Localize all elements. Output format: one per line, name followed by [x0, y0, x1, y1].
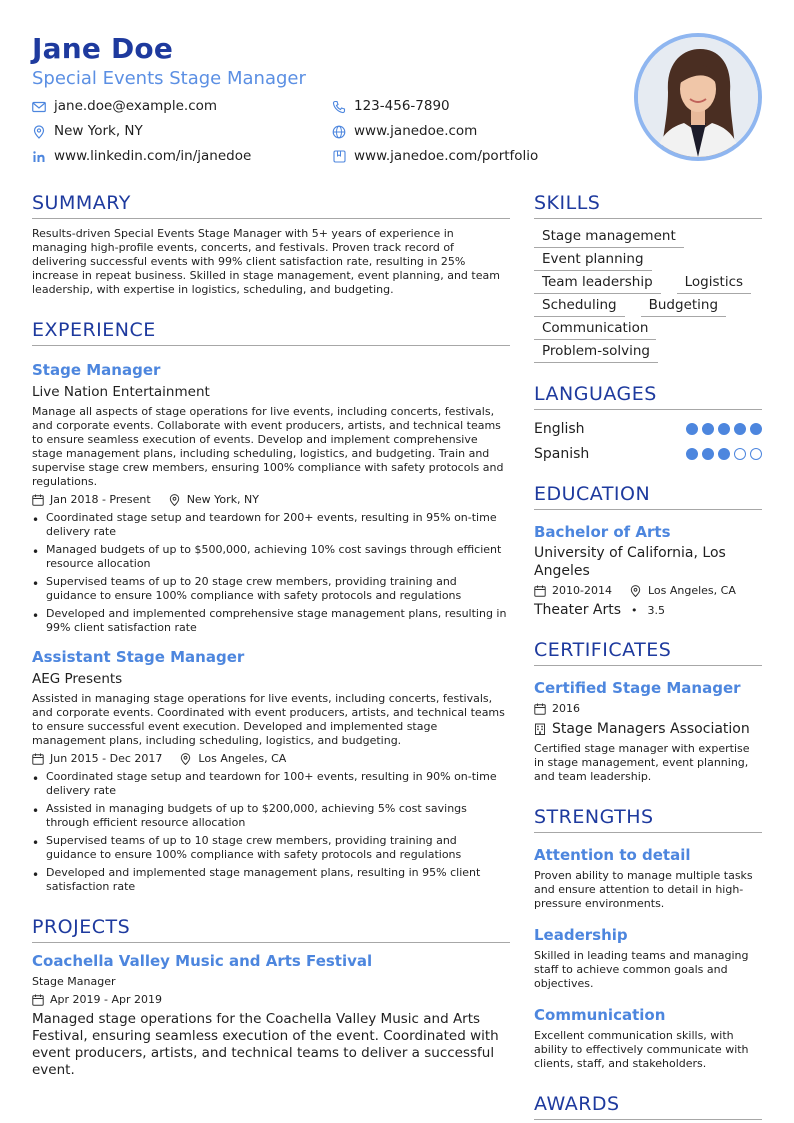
- school-name: University of California, Los Angeles: [534, 545, 726, 579]
- project-title: Coachella Valley Music and Arts Festival: [32, 952, 373, 970]
- level-dot-filled: [718, 448, 730, 460]
- job-dates: Jan 2018 - Present: [50, 493, 151, 506]
- skill-tag: Problem-solving: [534, 342, 658, 363]
- skill-tag: Scheduling: [534, 296, 625, 317]
- job-description: Manage all aspects of stage operations for live events, including concerts, festivals, and corporate events. Collaborate with event producers, artists, and technical teams to ensure seamless execution of events. Develop and implement comprehensive stage management plans, including scheduling, logistics, and budgeting. Train and supervise stage crew members, ensuring 100% compliance with safety protocols and regulations.: [32, 405, 504, 488]
- certificate-issuer-row: [534, 720, 762, 738]
- location-pin-icon: [180, 753, 192, 765]
- resume-header: [32, 32, 592, 167]
- skill-tag: Budgeting: [641, 296, 726, 317]
- strength-text: Skilled in leading teams and managing staff to achieve common goals and objectives.: [534, 949, 749, 990]
- strength-title: Attention to detail: [534, 846, 691, 864]
- project-item: [32, 951, 510, 1079]
- level-dot-filled: [750, 423, 762, 435]
- job-title: Stage Manager: [32, 361, 161, 379]
- project-meta: [32, 991, 510, 1009]
- email-text: jane.doe@example.com: [54, 98, 218, 114]
- project-role: Stage Manager: [32, 975, 116, 988]
- email-icon: [32, 100, 46, 114]
- skill-tag: Communication: [534, 319, 656, 340]
- level-dot-empty: [734, 448, 746, 460]
- skills-heading: SKILLS: [534, 190, 762, 219]
- job-company: AEG Presents: [32, 671, 123, 687]
- location-text: New York, NY: [54, 123, 143, 139]
- level-dot-filled: [702, 448, 714, 460]
- calendar-icon: [534, 585, 546, 597]
- job-location: Los Angeles, CA: [198, 752, 287, 765]
- strength-item: [534, 925, 762, 991]
- profile-photo: [634, 33, 762, 161]
- linkedin-text: www.linkedin.com/in/janedoe: [54, 148, 252, 164]
- left-column: [32, 190, 510, 1079]
- strength-text: Proven ability to manage multiple tasks and ensure attention to detail in high-pressure environments.: [534, 869, 753, 910]
- skill-tag: Logistics: [677, 273, 751, 294]
- job-bullet: • Coordinated stage setup and teardown for 100+ events, resulting in 90% on-time delivery rate: [32, 770, 510, 798]
- certificate-year: 2016: [552, 702, 580, 715]
- project-description: Managed stage operations for the Coachella Valley Music and Arts Festival, ensuring seamless execution of the event. Coordinated with event producers, artists, and technical teams to deliver a successful event.: [32, 1011, 499, 1078]
- contact-list: [32, 96, 592, 167]
- job-bullet: • Managed budgets of up to $500,000, achieving 10% cost savings through efficient resource allocation: [32, 543, 510, 571]
- certificate-year-row: [534, 700, 762, 718]
- level-dot-filled: [686, 448, 698, 460]
- calendar-icon: [32, 494, 44, 506]
- job-location: New York, NY: [186, 493, 259, 506]
- job-title: Assistant Stage Manager: [32, 648, 245, 666]
- job-bullet: • Developed and implemented stage management plans, resulting in 95% client satisfaction rate: [32, 866, 510, 894]
- globe-icon: [332, 125, 346, 139]
- candidate-title: Special Events Stage Manager: [32, 68, 306, 89]
- contact-linkedin[interactable]: [32, 146, 332, 167]
- experience-heading: EXPERIENCE: [32, 317, 510, 346]
- language-name: English: [534, 421, 585, 437]
- job-bullet: • Assisted in managing budgets of up to $200,000, achieving 5% cost savings through efficient resource allocation: [32, 802, 510, 830]
- contact-portfolio[interactable]: [332, 146, 592, 167]
- building-icon: [534, 723, 546, 735]
- language-level-dots: [686, 448, 762, 460]
- website-text: www.janedoe.com: [354, 123, 478, 139]
- phone-icon: [332, 100, 346, 114]
- gpa-value: 3.5: [647, 603, 666, 617]
- job-bullet: • Coordinated stage setup and teardown for 200+ events, resulting in 95% on-time delivery rate: [32, 511, 510, 539]
- skills-list: [534, 227, 762, 363]
- skill-tag: Event planning: [534, 250, 652, 271]
- bookmark-icon: [332, 150, 346, 164]
- contact-phone[interactable]: [332, 96, 592, 117]
- language-level-dots: [686, 423, 762, 435]
- certificate-issuer: Stage Managers Association: [552, 721, 750, 737]
- contact-email[interactable]: [32, 96, 332, 117]
- job-bullet: • Supervised teams of up to 20 stage crew members, providing training and guidance to ensure 100% compliance with safety protocols and regulations: [32, 575, 510, 603]
- certificates-heading: CERTIFICATES: [534, 637, 762, 666]
- language-name: Spanish: [534, 446, 590, 462]
- field-of-study: Theater Arts: [534, 602, 622, 618]
- level-dot-empty: [750, 448, 762, 460]
- location-pin-icon: [32, 125, 46, 139]
- education-item: [534, 522, 762, 619]
- level-dot-filled: [734, 423, 746, 435]
- location-pin-icon: [169, 494, 181, 506]
- education-dates: 2010-2014: [552, 584, 612, 597]
- certificate-item: [534, 678, 762, 784]
- language-row: [534, 445, 762, 463]
- strength-item: [534, 845, 762, 911]
- job-dates: Jun 2015 - Dec 2017: [50, 752, 163, 765]
- contact-location: [32, 121, 332, 142]
- degree-title: Bachelor of Arts: [534, 523, 671, 541]
- projects-heading: PROJECTS: [32, 914, 510, 943]
- level-dot-filled: [718, 423, 730, 435]
- language-row: [534, 420, 762, 438]
- experience-item: [32, 360, 510, 635]
- strength-title: Communication: [534, 1006, 666, 1024]
- level-dot-filled: [702, 423, 714, 435]
- project-dates: Apr 2019 - Apr 2019: [50, 993, 163, 1006]
- skill-tag: Team leadership: [534, 273, 661, 294]
- level-dot-filled: [686, 423, 698, 435]
- right-column: [534, 190, 762, 1123]
- awards-heading: AWARDS: [534, 1091, 762, 1120]
- job-bullets: [32, 770, 510, 894]
- strength-item: [534, 1005, 762, 1071]
- job-bullet: • Supervised teams of up to 10 stage crew members, providing training and guidance to ensure 100% compliance with safety protocols and regulations: [32, 834, 510, 862]
- contact-website[interactable]: [332, 121, 592, 142]
- calendar-icon: [32, 994, 44, 1006]
- strength-title: Leadership: [534, 926, 628, 944]
- linkedin-icon: [32, 150, 46, 164]
- experience-item: [32, 647, 510, 894]
- job-meta: [32, 491, 510, 509]
- strength-text: Excellent communication skills, with ability to effectively communicate with clients, staff, and stakeholders.: [534, 1029, 749, 1070]
- calendar-icon: [32, 753, 44, 765]
- separator-dot: •: [631, 603, 638, 617]
- skill-tag: Stage management: [534, 227, 684, 248]
- job-description: Assisted in managing stage operations for live events, including concerts, festivals, and corporate events. Coordinated with event producers, artists, and technical teams to ensure successful event execution. Developed and implemented stage management plans, including scheduling, logistics, and budgeting.: [32, 692, 505, 747]
- job-meta: [32, 750, 510, 768]
- candidate-name: Jane Doe: [32, 32, 174, 65]
- portfolio-text: www.janedoe.com/portfolio: [354, 148, 539, 164]
- certificate-description: Certified stage manager with expertise in stage management, event planning, and team leadership.: [534, 742, 750, 783]
- location-pin-icon: [630, 585, 642, 597]
- education-field-row: [534, 601, 762, 619]
- phone-text: 123-456-7890: [354, 98, 450, 114]
- languages-heading: LANGUAGES: [534, 381, 762, 410]
- summary-heading: SUMMARY: [32, 190, 510, 219]
- strengths-heading: STRENGTHS: [534, 804, 762, 833]
- summary-text: Results-driven Special Events Stage Manager with 5+ years of experience in managing high-profile events, concerts, and festivals. Proven track record of delivering successful events with 99% client satisfaction rate, resulting in 25% increase in repeat business. Skilled in stage management, event planning, and team leadership, with expertise in logistics, scheduling, and budgeting.: [32, 227, 500, 296]
- certificate-name: Certified Stage Manager: [534, 679, 741, 697]
- job-bullets: [32, 511, 510, 635]
- job-company: Live Nation Entertainment: [32, 384, 210, 400]
- education-meta: [534, 582, 762, 600]
- education-heading: EDUCATION: [534, 481, 762, 510]
- calendar-icon: [534, 703, 546, 715]
- job-bullet: • Developed and implemented comprehensive stage management plans, resulting in 99% client satisfaction rate: [32, 607, 510, 635]
- education-location: Los Angeles, CA: [647, 584, 736, 597]
